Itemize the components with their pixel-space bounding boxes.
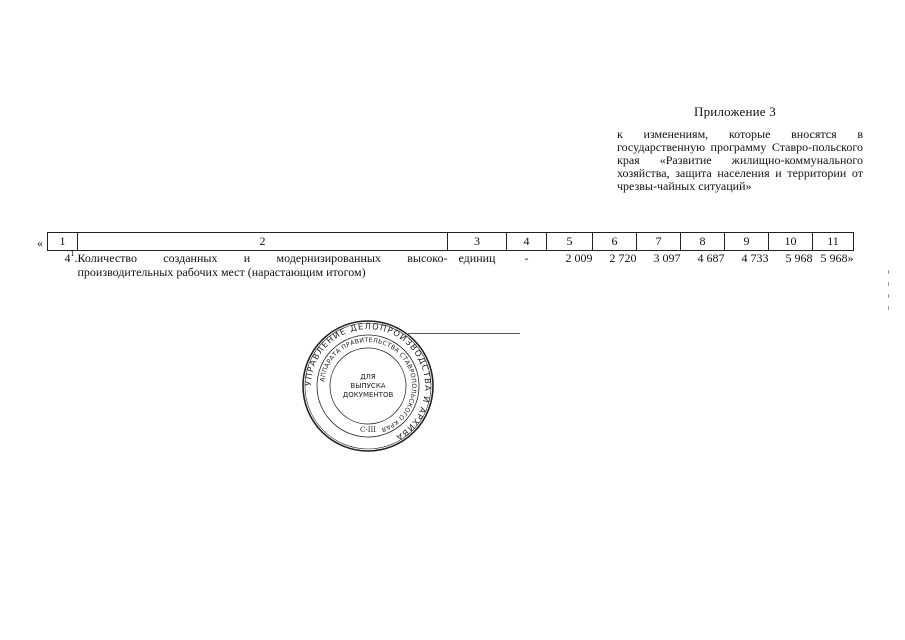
- column-header: 1: [48, 233, 78, 251]
- opening-quote: «: [37, 236, 43, 250]
- official-stamp: [300, 318, 436, 454]
- column-header: 5: [547, 233, 593, 251]
- appendix-description: к изменениям, которые вносятся в государственную программу Ставро-польского края «Развитие жилищно-коммунального хозяйства, защита населения и территории от чрезвы-чайных ситуаций»: [617, 127, 863, 193]
- column-header: 10: [769, 233, 813, 251]
- column-header: 9: [725, 233, 769, 251]
- stamp-center-line-1: ДЛЯ: [360, 373, 376, 381]
- value-cell: 4 687: [697, 251, 725, 265]
- column-header: 11: [813, 233, 854, 251]
- row-number-suffix: .: [74, 251, 78, 265]
- column-4-value: -: [524, 251, 529, 265]
- stamp-center-line-2: ВЫПУСКА: [350, 382, 386, 390]
- column-header: 6: [593, 233, 637, 251]
- stamp-inner-text: АППАРАТА ПРАВИТЕЛЬСТВА СТАВРОПОЛЬСКОГО КРАЯ: [319, 336, 418, 433]
- value-cell: 4 733: [741, 251, 769, 265]
- column-header: 2: [78, 233, 448, 251]
- value-cell: 2 720: [609, 251, 637, 265]
- column-header: 3: [448, 233, 507, 251]
- stamp-outer-text: УПРАВЛЕНИЕ ДЕЛОПРОИЗВОДСТВА И АРХИВА: [302, 320, 434, 444]
- edge-mark: [888, 282, 889, 286]
- stamp-code: С-III: [359, 426, 377, 434]
- value-cell: 2 009: [565, 251, 593, 265]
- unit-of-measure: единиц: [458, 251, 496, 265]
- table-header-row: [48, 233, 854, 251]
- value-cell: 5 968»: [820, 251, 854, 265]
- edge-mark: [888, 306, 889, 310]
- row-number-main: 4: [64, 251, 71, 265]
- stamp-graphic: [300, 318, 436, 454]
- edge-mark: [888, 294, 889, 298]
- indicator-name: Количество созданных и модернизированных высоко-производительных рабочих мест (нарастающим итогом): [77, 251, 448, 279]
- value-cell: 3 097: [653, 251, 681, 265]
- column-header: 7: [637, 233, 681, 251]
- column-header: 8: [681, 233, 725, 251]
- edge-mark: [888, 270, 889, 274]
- row-number-superscript: 1: [70, 249, 75, 258]
- table-row: [48, 251, 854, 282]
- value-cell: 5 968: [785, 251, 813, 265]
- column-header: 4: [507, 233, 547, 251]
- stamp-center-line-3: ДОКУМЕНТОВ: [342, 391, 394, 399]
- appendix-title: Приложение 3: [694, 104, 776, 119]
- row-number: [48, 251, 78, 282]
- scan-edge-marks: [887, 270, 891, 330]
- program-indicators-table: [47, 232, 854, 281]
